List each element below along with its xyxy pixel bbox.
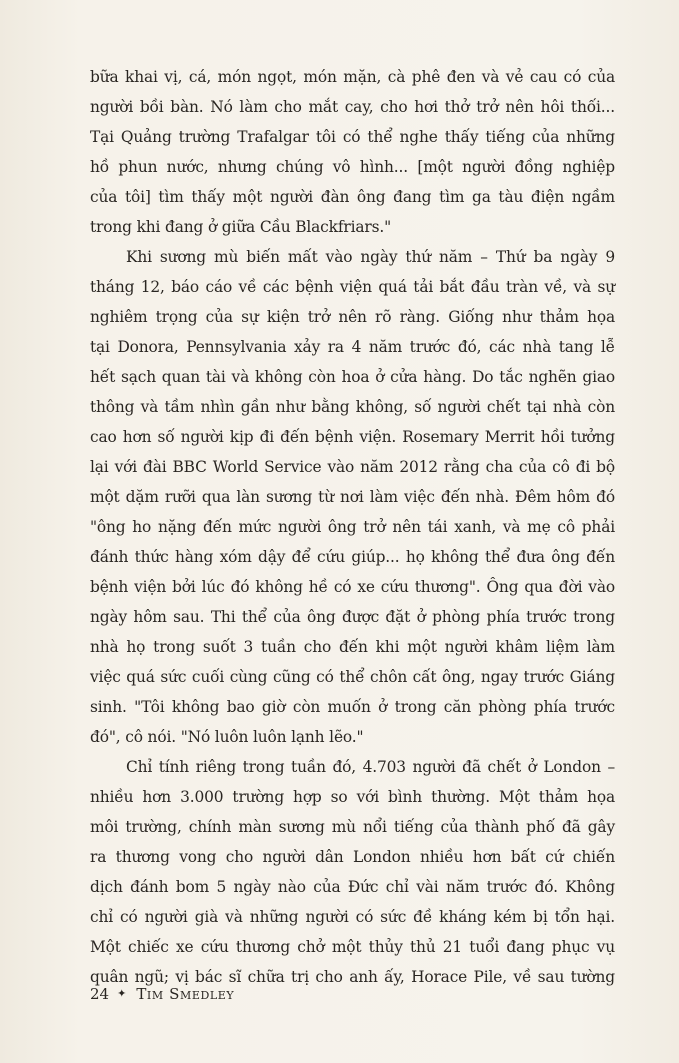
text-line: trong khi đang ở giữa Cầu Blackfriars.": [90, 218, 392, 236]
text-line: lại với đài BBC World Service vào năm 2012 rằng cha của cô đi bộ: [90, 458, 615, 476]
text-line: "ông ho nặng đến mức người ông trở nên tái xanh, và mẹ cô phải: [90, 518, 615, 536]
text-line: dịch đánh bom 5 ngày nào của Đức chỉ vài năm trước đó. Không: [90, 878, 615, 896]
paragraph-2: [90, 242, 615, 752]
star-separator-icon: ✦: [117, 986, 127, 1000]
text-line: chỉ có người già và những người có sức đề kháng kém bị tổn hại.: [90, 908, 615, 926]
body-text: [90, 62, 615, 992]
text-line: cao hơn số người kịp đi đến bệnh viện. Rosemary Merrit hồi tưởng: [90, 428, 615, 446]
text-line: ngày hôm sau. Thi thể của ông được đặt ở phòng phía trước trong: [90, 608, 615, 626]
text-line: việc quá sức cuối cùng cũng có thể chôn cất ông, ngay trước Giáng: [90, 668, 615, 686]
text-line: của tôi] tìm thấy một người đàn ông đang tìm ga tàu điện ngầm: [90, 188, 615, 206]
paragraph-1: [90, 62, 615, 242]
text-line: hồ phun nước, nhưng chúng vô hình... [một người đồng nghiệp: [90, 158, 615, 176]
text-line: thông và tầm nhìn gần như bằng không, số người chết tại nhà còn: [90, 398, 615, 416]
paragraph-3: [90, 752, 615, 992]
text-line: ra thương vong cho người dân London nhiều hơn bất cứ chiến: [90, 848, 615, 866]
text-line: Khi sương mù biến mất vào ngày thứ năm – Thứ ba ngày 9: [126, 248, 615, 266]
text-line: quân ngũ; vị bác sĩ chữa trị cho anh ấy, Horace Pile, về sau tường: [90, 968, 615, 986]
text-line: người bồi bàn. Nó làm cho mắt cay, cho hơi thở trở nên hôi thối...: [90, 98, 615, 116]
text-line: một dặm rưỡi qua làn sương từ nơi làm việc đến nhà. Đêm hôm đó: [90, 488, 615, 506]
page-footer: [90, 984, 234, 1004]
text-line: hết sạch quan tài và không còn hoa ở cửa hàng. Do tắc nghẽn giao: [90, 368, 615, 386]
text-line: nhiều hơn 3.000 trường hợp so với bình thường. Một thảm họa: [90, 788, 615, 806]
text-line: tại Donora, Pennsylvania xảy ra 4 năm trước đó, các nhà tang lễ: [90, 338, 615, 356]
text-line: bệnh viện bởi lúc đó không hề có xe cứu thương". Ông qua đời vào: [90, 578, 615, 596]
text-line: Một chiếc xe cứu thương chở một thủy thủ 21 tuổi đang phục vụ: [90, 938, 615, 956]
text-line: nghiêm trọng của sự kiện trở nên rõ ràng. Giống như thảm họa: [90, 308, 615, 326]
page-number: 24: [90, 985, 110, 1003]
text-line: nhà họ trong suốt 3 tuần cho đến khi một người khâm liệm làm: [90, 638, 615, 656]
text-line: bữa khai vị, cá, món ngọt, món mặn, cà phê đen và vẻ cau có của: [90, 68, 615, 86]
running-author: Tim Smedley: [136, 985, 235, 1003]
text-line: Chỉ tính riêng trong tuần đó, 4.703 người đã chết ở London –: [126, 758, 615, 776]
text-line: môi trường, chính màn sương mù nổi tiếng của thành phố đã gây: [90, 818, 615, 836]
text-line: đó", cô nói. "Nó luôn luôn lạnh lẽo.": [90, 728, 364, 746]
text-line: tháng 12, báo cáo về các bệnh viện quá tải bắt đầu tràn về, và sự: [90, 278, 615, 296]
text-line: sinh. "Tôi không bao giờ còn muốn ở trong căn phòng phía trước: [90, 698, 615, 716]
text-line: đánh thức hàng xóm dậy để cứu giúp... họ không thể đưa ông đến: [90, 548, 615, 566]
text-line: Tại Quảng trường Trafalgar tôi có thể nghe thấy tiếng của những: [90, 128, 615, 146]
